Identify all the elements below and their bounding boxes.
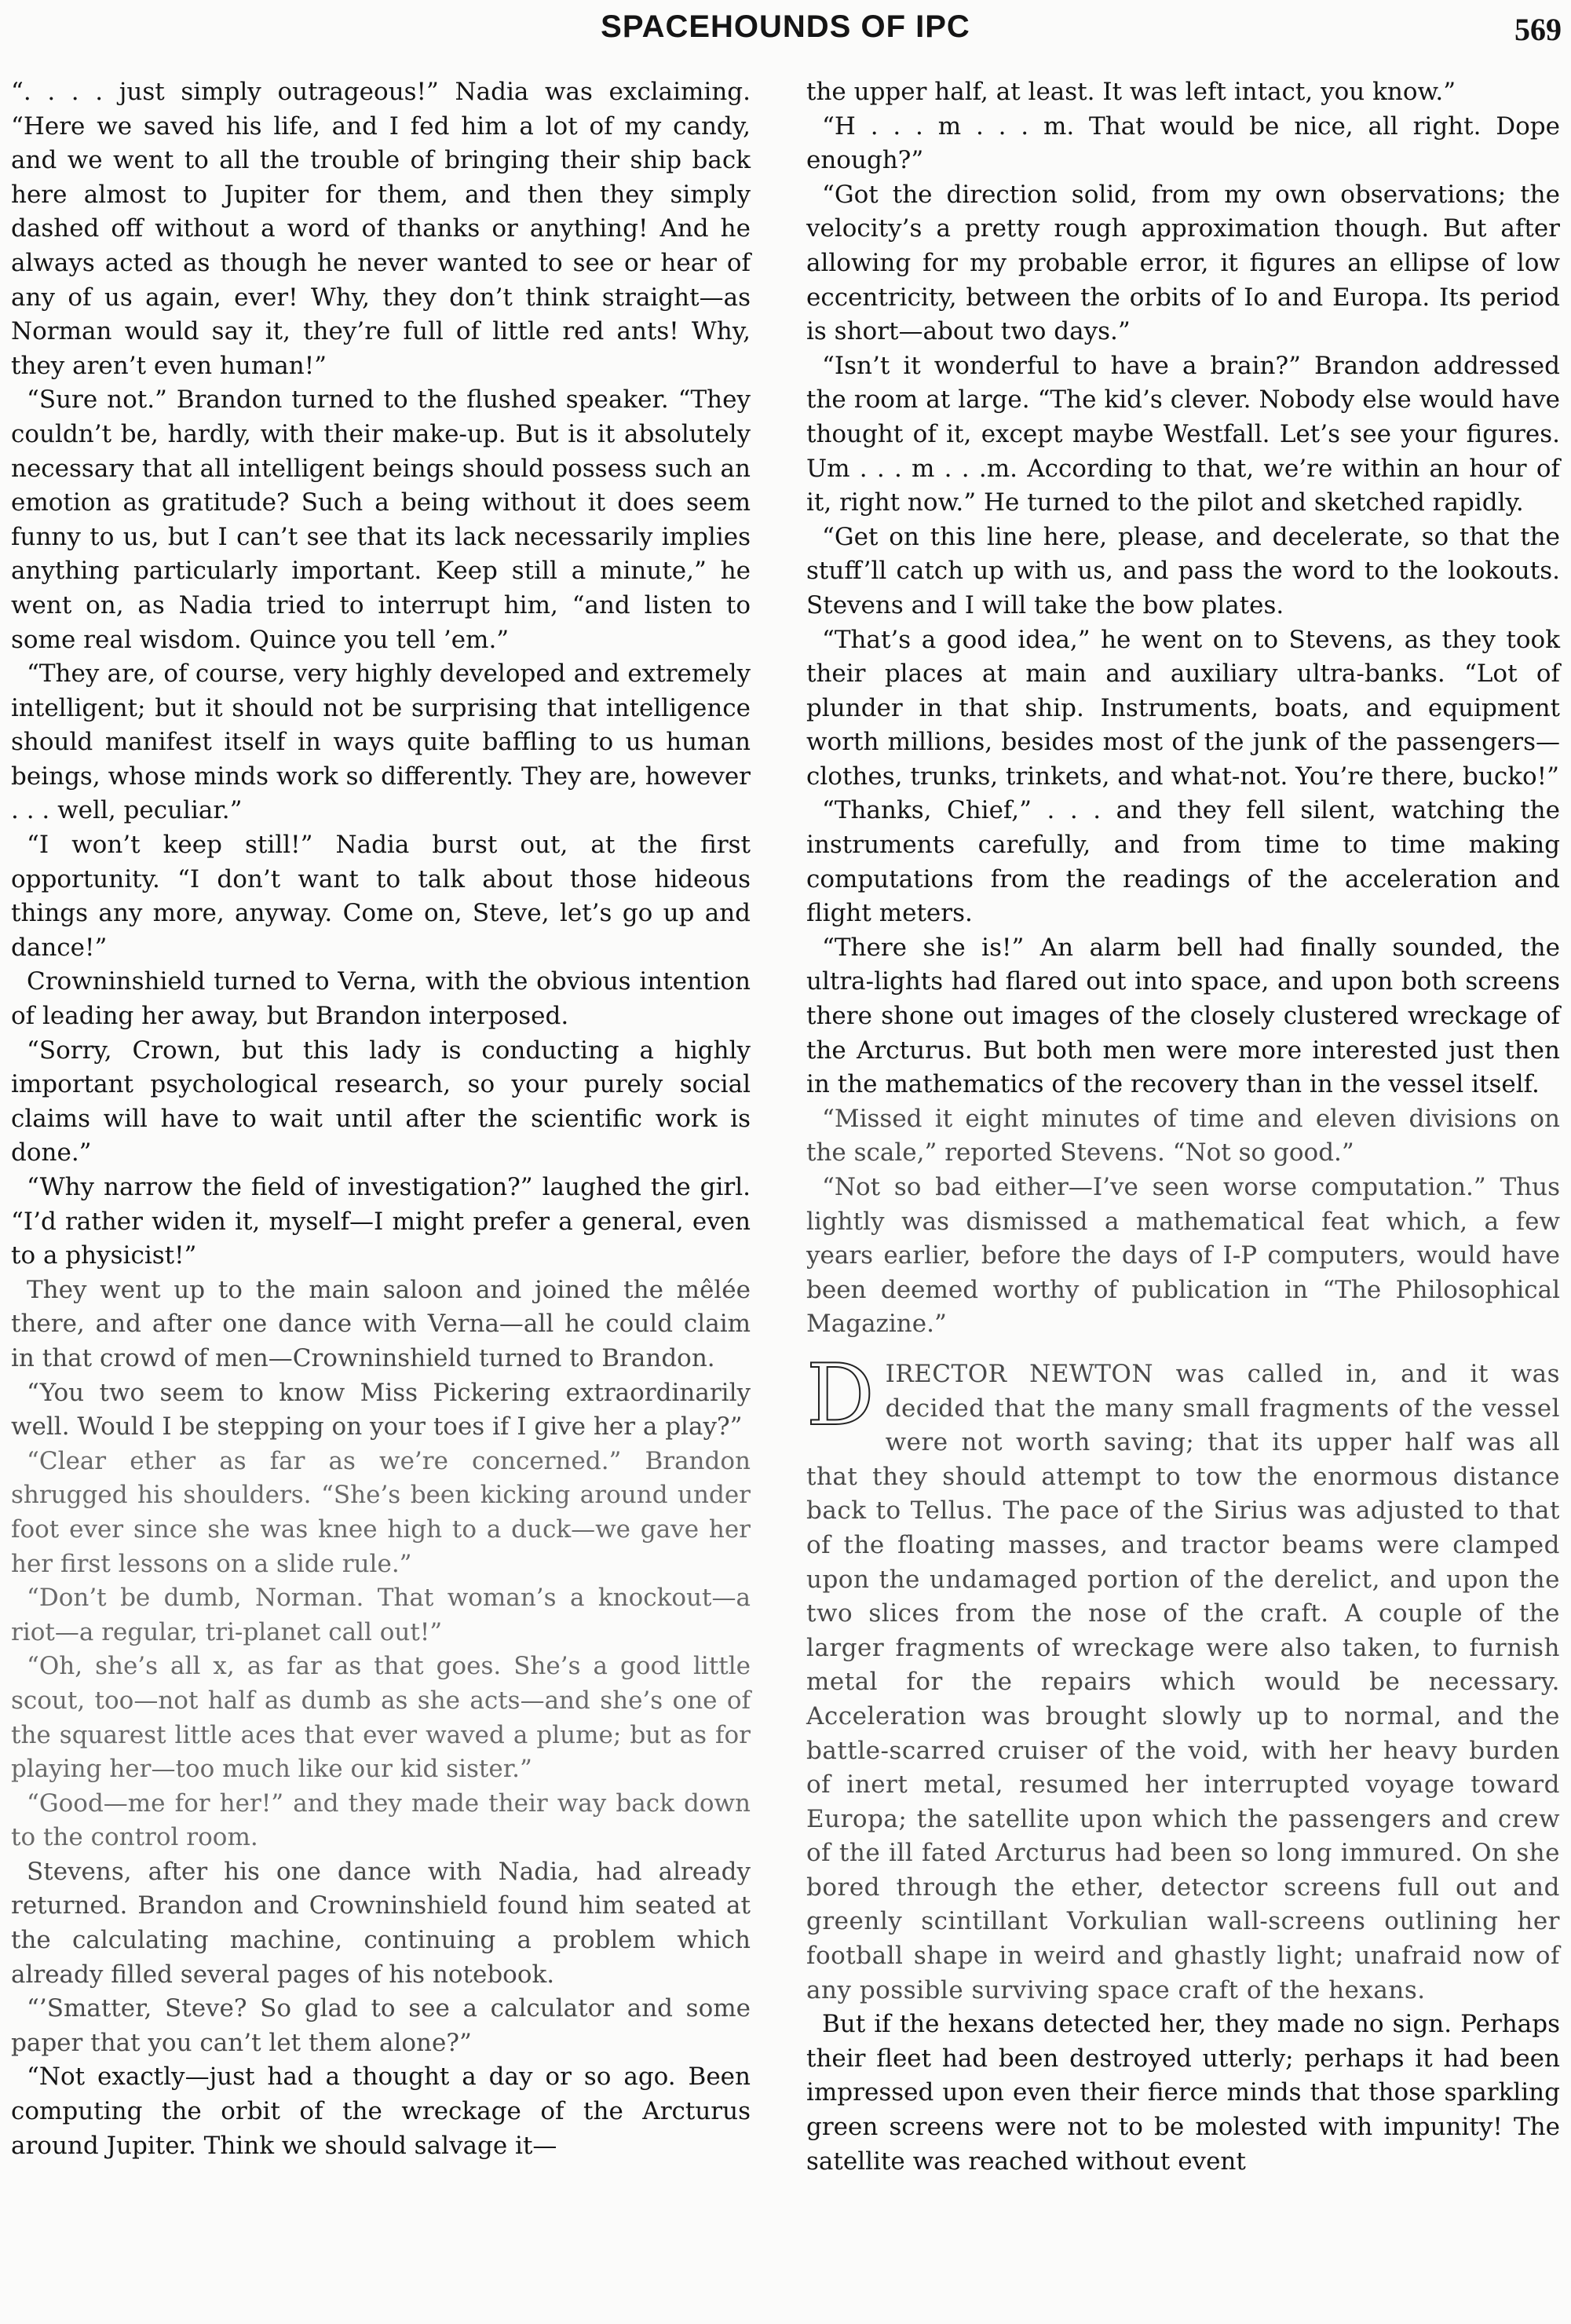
page-number: 569 — [1514, 12, 1562, 47]
running-title: SPACEHOUNDS OF IPC — [601, 9, 970, 44]
paragraph: “’Smatter, Steve? So glad to see a calculator and some paper that you can’t let them alone?” — [11, 1994, 751, 2057]
paragraph: “Isn’t it wonderful to have a brain?” Brandon addressed the room at large. “The kid’s clever. Nobody else would have thought of it, except maybe Westfall. Let’s see your figures. Um . . . m . . .m. According to that, we’re within an hour of it, right now.” He turned to the pilot and sketched rapidly. — [806, 351, 1560, 517]
paragraph: “Not exactly—just had a thought a day or so ago. Been computing the orbit of the wreckage of the Arcturus around Jupiter. Think we should salvage it— — [11, 2063, 751, 2160]
page-header — [0, 8, 1571, 55]
paragraph: “Good—me for her!” and they made their way back down to the control room. — [11, 1789, 751, 1852]
paragraph: “Why narrow the field of investigation?” laughed the girl. “I’d rather widen it, myself—I might prefer a general, even to a physicist!” — [11, 1173, 751, 1270]
paragraph: “Oh, she’s all x, as far as that goes. She’s a good little scout, too—not half as dumb as she acts—and she’s one of the squarest little aces that ever waved a plume; but as for playing her—too much like our kid sister.” — [11, 1652, 751, 1784]
paragraph: “They are, of course, very highly developed and extremely intelligent; but it should not be surprising that intelligence should manifest itself in ways quite baffling to us human beings, whose minds work so differently. They are, however . . . well, peculiar.” — [11, 660, 751, 825]
paragraph: But if the hexans detected her, they made no sign. Perhaps their fleet had been destroyed utterly; perhaps it had been impressed upon even their fierce minds that those sparkling green screens were not to be molested with impunity! The satellite was reached without event — [806, 2010, 1560, 2176]
paragraph: “That’s a good idea,” he went on to Stevens, as they took their places at main and auxiliary ultra-banks. “Lot of plunder in that ship. Instruments, boats, and equipment worth millions, besides most of the junk of the passengers—clothes, trunks, trinkets, and what-not. You’re there, bucko!” — [806, 625, 1560, 791]
paragraph: “Thanks, Chief,” . . . and they fell silent, watching the instruments carefully, and from time to time making computations from the readings of the acceleration and flight meters. — [806, 796, 1560, 928]
right-column — [806, 75, 1560, 2179]
paragraph: “Not so bad either—I’ve seen worse computation.” Thus lightly was dismissed a mathematical feat which, a few years earlier, before the days of I-P computers, would have been deemed worthy of publication in “The Philosophical Magazine.” — [806, 1173, 1560, 1339]
paragraph: “Sorry, Crown, but this lady is conducting a highly important psychological research, so your purely social claims will have to wait until after the scientific work is done.” — [11, 1036, 751, 1167]
paragraph: the upper half, at least. It was left intact, you know.” — [806, 78, 1456, 106]
paragraph: “. . . . just simply outrageous!” Nadia was exclaiming. “Here we saved his life, and I fed him a lot of my candy, and we went to all the trouble of bringing their ship back here almost to Jupiter for them, and then they simply dashed off without a word of thanks or anything! And he always acted as though he never wanted to see or hear of any of us again, ever! Why, they don’t think straight—as Norman would say it, they’re full of little red ants! Why, they aren’t even human!” — [11, 78, 751, 380]
paragraph: “Don’t be dumb, Norman. That woman’s a knockout—a riot—a regular, tri-planet call out!” — [11, 1584, 751, 1646]
paragraph: “I won’t keep still!” Nadia burst out, at the first opportunity. “I don’t want to talk about those hideous things any more, anyway. Come on, Steve, let’s go up and dance!” — [11, 831, 751, 962]
paragraph: “You two seem to know Miss Pickering extraordinarily well. Would I be stepping on your toes if I give her a play?” — [11, 1378, 751, 1442]
paragraph: “Get on this line here, please, and decelerate, so that the stuff’ll catch up with us, and pass the word to the lookouts. Stevens and I will take the bow plates. — [806, 522, 1560, 619]
drop-cap: D — [806, 1346, 875, 1445]
paragraph: “H . . . m . . . m. That would be nice, all right. Dope enough?” — [806, 111, 1560, 175]
paragraph: “Got the direction solid, from my own observations; the velocity’s a pretty rough approximation though. But after allowing for my probable error, it figures an ellipse of low eccentricity, between the orbits of Io and Europa. Its period is short—about two days.” — [806, 180, 1560, 346]
paragraph: “Clear ether as far as we’re concerned.” Brandon shrugged his shoulders. “She’s been kicking around under foot ever since she was knee high to a duck—we gave her her first lessons on a slide rule.” — [11, 1446, 751, 1578]
paragraph: Crowninshield turned to Verna, with the obvious intention of leading her away, but Brandon interposed. — [11, 967, 751, 1031]
paragraph: “Sure not.” Brandon turned to the flushed speaker. “They couldn’t be, hardly, with their make-up. But is it absolutely necessary that all intelligent beings should possess such an emotion as gratitude? Such a being without it does seem funny to us, but I can’t see that its lack necessarily implies anything particularly important. Keep still a minute,” he went on, as Nadia tried to interrupt him, “and listen to some real wisdom. Quince you tell ’em.” — [11, 386, 751, 654]
paragraph: “There she is!” An alarm bell had finally sounded, the ultra-lights had flared out into space, and upon both screens there shone out images of the closely clustered wreckage of the Arcturus. But both men were more interested just then in the mathematics of the recovery than in the vessel itself. — [806, 933, 1560, 1099]
section-opening-paragraph — [806, 1346, 1560, 2008]
paragraph: Stevens, after his one dance with Nadia, had already returned. Brandon and Crowninshield found him seated at the calculating machine, continuing a problem which already filled several pages of his notebook. — [11, 1857, 751, 1989]
left-column — [11, 75, 751, 2163]
paragraph: They went up to the main saloon and joined the mêlée there, and after one dance with Verna—all he could claim in that crowd of men—Crowninshield turned to Brandon. — [11, 1275, 751, 1372]
paragraph-text: IRECTOR NEWTON was called in, and it was decided that the many small fragments of the vessel were not worth saving; that its upper half was all that they should attempt to tow the enormous distance back to Tellus. The pace of the Sirius was adjusted to that of the floating masses, and tractor beams were clamped upon the undamaged portion of the derelict, and upon the two slices from the nose of the craft. A couple of the larger fragments of wreckage were also taken, to furnish metal for the repairs which would be necessary. Acceleration was brought slowly up to normal, and the battle-scarred cruiser of the void, with her heavy burden of inert metal, resumed her interrupted voyage toward Europa; the satellite upon which the passengers and crew of the ill fated Arcturus had been so long immured. On she bored through the ether, detector screens full out and greenly scintillant Vorkulian wall-screens outlining her football shape in weird and ghastly light; unafraid now of any possible surviving space craft of the hexans. — [806, 1359, 1560, 2004]
paragraph: “Missed it eight minutes of time and eleven divisions on the scale,” reported Stevens. “Not so good.” — [806, 1104, 1560, 1167]
